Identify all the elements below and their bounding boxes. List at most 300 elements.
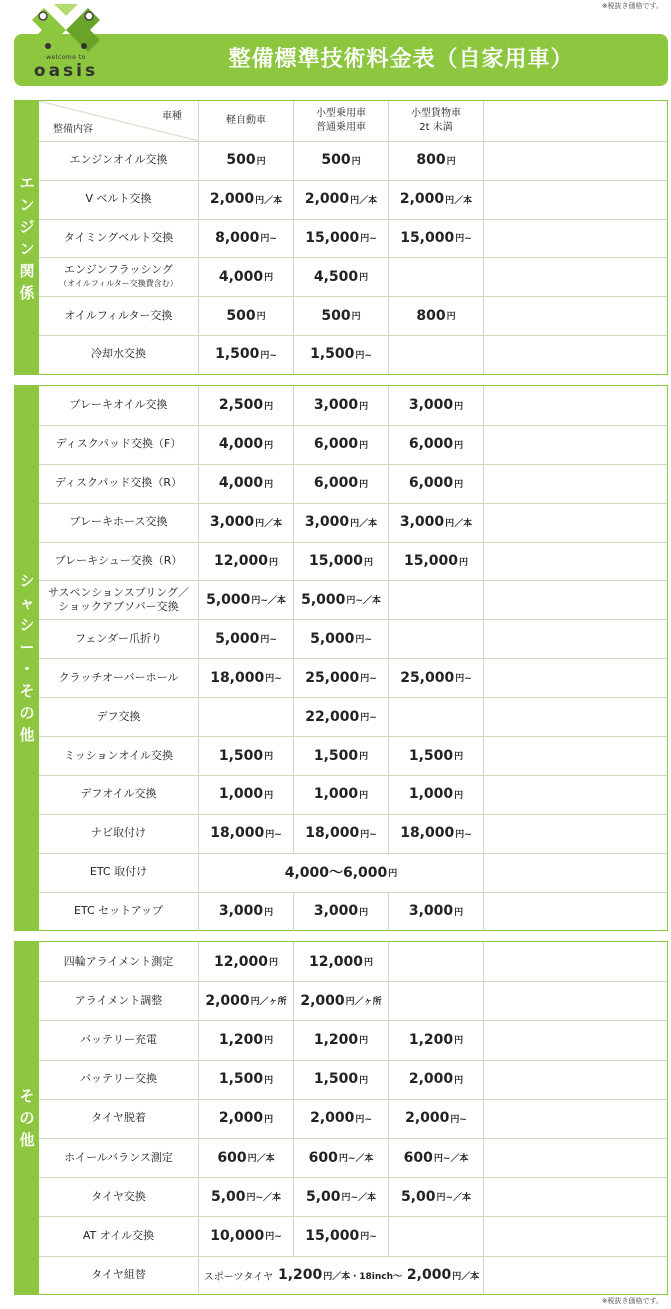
price-cell — [199, 658, 294, 697]
section-label-char: の — [19, 1109, 35, 1127]
price-cell — [199, 1177, 294, 1216]
service-item-label: V ベルト交換 — [85, 192, 152, 206]
service-item — [39, 892, 199, 931]
service-item-label: タイヤ組替 — [91, 1268, 146, 1282]
price-cell — [199, 1099, 294, 1138]
header-col-cargo: 小型貨物車 2t 未満 — [389, 101, 484, 141]
price-unit: 円 — [351, 156, 361, 167]
price-value: 18,000 — [305, 825, 360, 842]
service-item — [39, 542, 199, 581]
price-cell — [294, 464, 389, 503]
price-cell — [294, 335, 389, 374]
price-value: 2,500 — [218, 397, 264, 414]
service-item — [39, 425, 199, 464]
price-cell — [389, 1099, 484, 1138]
price-cell — [389, 464, 484, 503]
header-col-passenger: 小型乗用車 普通乗用車 — [294, 101, 389, 141]
price-cell — [389, 542, 484, 581]
title-banner — [14, 34, 668, 86]
service-item — [39, 464, 199, 503]
price-cell — [199, 335, 294, 374]
table-row — [39, 257, 667, 297]
service-item — [39, 1256, 199, 1295]
price-cell — [199, 425, 294, 464]
price-value: 18,000 — [210, 825, 265, 842]
price-cell — [294, 425, 389, 464]
service-item — [39, 1060, 199, 1099]
price-cell — [199, 619, 294, 658]
price-unit: 円 — [388, 868, 398, 879]
price-cell — [294, 542, 389, 581]
price-value: 1,200 — [313, 1031, 359, 1048]
service-item — [39, 658, 199, 697]
blank-cell — [484, 619, 667, 658]
service-item — [39, 1216, 199, 1255]
table-row — [39, 853, 667, 893]
price-value: 3,000 — [313, 397, 359, 414]
table-row — [39, 775, 667, 815]
price-cell — [389, 581, 484, 620]
price-unit: 円／本 — [445, 195, 473, 206]
price-cell — [389, 1060, 484, 1099]
price-unit: 円~ — [455, 234, 472, 245]
blank-cell — [484, 1099, 667, 1138]
price-value: 800 — [416, 307, 446, 324]
table-row — [39, 141, 667, 181]
price-unit: 円~ — [455, 674, 472, 685]
blank-cell — [484, 581, 667, 620]
service-item-label: ナビ取付け — [91, 826, 146, 840]
price-value: 15,000 — [305, 229, 360, 246]
tax-note-bottom: ※税抜き価格です。 — [601, 1297, 663, 1305]
price-unit: 円 — [264, 1114, 274, 1125]
price-unit: 円~ — [450, 1114, 467, 1125]
price-unit: 円 — [269, 557, 279, 568]
price-unit: 円 — [446, 312, 456, 323]
price-value: 2,000 — [209, 191, 255, 208]
price-unit: 円／本 — [350, 518, 378, 529]
price-cell — [199, 1216, 294, 1255]
price-value: 6,000 — [408, 475, 454, 492]
price-cell — [389, 942, 484, 981]
section-label-char: ン — [19, 239, 35, 258]
price-unit: 円 — [351, 312, 361, 323]
table-row — [39, 581, 667, 621]
price-value: 3,000 — [313, 903, 359, 920]
price-value: 800 — [416, 152, 446, 169]
price-value: 4,000 — [218, 436, 264, 453]
table-row — [39, 180, 667, 220]
price-value: 3,000 — [408, 903, 454, 920]
table-row — [39, 892, 667, 931]
price-unit: 円~ — [355, 635, 372, 646]
table-row — [39, 1256, 667, 1295]
price-value: 5,000 — [215, 630, 260, 647]
price-value: 1,500 — [218, 1071, 264, 1088]
table-row — [39, 697, 667, 737]
price-unit: 円~ — [360, 674, 377, 685]
section-label-engine — [15, 101, 39, 374]
price-cell — [294, 814, 389, 853]
price-value: 1,200 — [277, 1267, 323, 1284]
price-value: 600 — [403, 1149, 433, 1166]
price-range-cell — [199, 853, 484, 892]
price-cell — [389, 1020, 484, 1059]
table-row — [39, 425, 667, 465]
price-cell — [199, 981, 294, 1020]
service-item-label: ブレーキホース交換 — [69, 515, 168, 529]
header-col-kei: 軽自動車 — [199, 101, 294, 141]
price-unit: 円~ — [355, 1114, 372, 1125]
price-cell — [294, 736, 389, 775]
price-value: 600 — [217, 1149, 247, 1166]
price-value: 1,500 — [408, 747, 454, 764]
service-item — [39, 697, 199, 736]
service-item — [39, 814, 199, 853]
section-label-char: 他 — [19, 1131, 35, 1149]
price-value: 2,000 — [405, 1110, 450, 1127]
price-unit: 円 — [454, 907, 464, 918]
service-item-label: エンジンフラッシング — [64, 262, 173, 276]
price-value: 500 — [321, 307, 351, 324]
price-unit: 円 — [364, 958, 374, 969]
service-item-label: エンジンオイル交換 — [69, 153, 168, 167]
section-label-char: ン — [19, 195, 35, 214]
price-cell — [389, 981, 484, 1020]
price-cell — [199, 180, 294, 219]
section-label-char: エ — [19, 173, 35, 192]
price-value: 6,000 — [313, 436, 359, 453]
price-unit: 円 — [264, 1075, 274, 1086]
logo-welcome-text: welcome to — [46, 54, 86, 61]
price-value: 15,000 — [403, 553, 458, 570]
price-unit: 円 — [359, 752, 369, 763]
service-item — [39, 1177, 199, 1216]
price-unit: 円~ — [260, 234, 277, 245]
price-cell — [199, 257, 294, 296]
service-item — [39, 736, 199, 775]
price-unit: 円~ — [360, 713, 377, 724]
price-cell — [199, 141, 294, 180]
price-value: 4,000 — [218, 268, 264, 285]
price-value: 6,000 — [408, 436, 454, 453]
price-value: 4,000〜6,000 — [284, 865, 388, 882]
price-value: 1,000 — [218, 786, 264, 803]
service-item — [39, 296, 199, 335]
table-row — [39, 503, 667, 543]
price-value: 2,000 — [399, 191, 445, 208]
blank-cell — [484, 775, 667, 814]
price-unit: 円 — [264, 907, 274, 918]
price-unit: 円／本 — [247, 1154, 275, 1165]
price-unit: 円~／本 — [338, 1154, 374, 1165]
price-unit: 円 — [454, 440, 464, 451]
price-value: 2,000 — [408, 1071, 454, 1088]
price-cell — [294, 1060, 389, 1099]
price-unit: 円／本 — [255, 518, 283, 529]
service-item — [39, 335, 199, 374]
blank-cell — [484, 503, 667, 542]
price-cell — [389, 503, 484, 542]
blank-cell — [484, 736, 667, 775]
price-value: 1,500 — [313, 1071, 359, 1088]
blank-cell — [484, 1060, 667, 1099]
price-unit: 円／本 — [255, 195, 283, 206]
table-row — [39, 464, 667, 504]
table-row — [39, 219, 667, 259]
header-diagonal-cell — [39, 101, 199, 141]
service-item-label: ブレーキシュー交換（R） — [54, 554, 183, 568]
price-cell — [199, 503, 294, 542]
service-item — [39, 942, 199, 981]
price-cell — [389, 219, 484, 258]
price-value: 15,000 — [308, 553, 363, 570]
logo-wordmark: oasis — [33, 61, 99, 81]
price-cell — [294, 892, 389, 931]
table-row — [39, 814, 667, 854]
blank-cell — [484, 296, 667, 335]
service-item-label: バッテリー交換 — [80, 1072, 157, 1086]
price-value: 12,000 — [213, 953, 268, 970]
section-label-char: ャ — [19, 594, 35, 612]
price-value: 2,000 — [310, 1110, 355, 1127]
price-unit: 円 — [359, 479, 369, 490]
price-unit: 円~ — [265, 829, 282, 840]
price-value: 15,000 — [305, 1227, 360, 1244]
price-unit: 円 — [264, 752, 274, 763]
price-cell — [389, 892, 484, 931]
service-item — [39, 219, 199, 258]
service-item-label: ミッションオイル交換 — [63, 748, 173, 762]
price-value: 25,000 — [400, 669, 455, 686]
price-cell — [294, 1020, 389, 1059]
service-item — [39, 1020, 199, 1059]
price-value: 1,500 — [218, 747, 264, 764]
service-item-label: ディスクパッド交換（F） — [55, 437, 182, 451]
price-value: 12,000 — [308, 953, 363, 970]
price-cell — [294, 581, 389, 620]
service-item — [39, 619, 199, 658]
table-row — [39, 1020, 667, 1060]
price-unit: 円~／本 — [433, 1154, 469, 1165]
section-label-other — [15, 942, 39, 1294]
blank-cell — [484, 425, 667, 464]
price-value: 1,500 — [310, 346, 355, 363]
price-value: 15,000 — [400, 229, 455, 246]
price-unit: 円 — [264, 790, 274, 801]
service-item-label: アライメント調整 — [74, 993, 163, 1007]
service-item-label: クラッチオーバーホール — [58, 670, 179, 684]
price-unit: 円／本 — [452, 1271, 480, 1282]
price-unit: 円 — [359, 1036, 369, 1047]
section-label-char: ジ — [19, 217, 35, 236]
price-value: 2,000 — [300, 992, 345, 1009]
service-item-label: デフ交換 — [96, 709, 141, 723]
price-unit: 円 — [364, 557, 374, 568]
price-cell — [199, 1138, 294, 1177]
price-value: 18,000 — [400, 825, 455, 842]
price-unit: 円 — [359, 790, 369, 801]
price-value: 1,200 — [218, 1031, 264, 1048]
price-value: 2,000 — [205, 992, 250, 1009]
price-cell — [389, 736, 484, 775]
price-cell — [389, 425, 484, 464]
service-item-label: タイヤ交換 — [91, 1189, 146, 1203]
price-cell — [389, 775, 484, 814]
price-value: 4,000 — [218, 475, 264, 492]
header-item-label: 整備内容 — [53, 124, 93, 135]
price-unit: 円~ — [355, 350, 372, 361]
blank-cell — [484, 1177, 667, 1216]
service-item-label: ホイールバランス測定 — [64, 1150, 173, 1164]
table-row — [39, 542, 667, 582]
table-row — [39, 1060, 667, 1100]
logo-mark-icon — [26, 4, 106, 56]
service-item — [39, 1099, 199, 1138]
price-cell — [199, 775, 294, 814]
price-cell — [199, 814, 294, 853]
price-value: 3,000 — [209, 514, 255, 531]
blank-cell — [484, 219, 667, 258]
price-cell — [199, 581, 294, 620]
section-label-char: シ — [19, 616, 35, 634]
price-value: 3,000 — [408, 397, 454, 414]
price-cell — [389, 814, 484, 853]
price-cell — [294, 257, 389, 296]
price-unit: 円~／本 — [251, 596, 286, 607]
price-unit: 円／本 — [445, 518, 473, 529]
price-cell — [294, 658, 389, 697]
blank-cell — [484, 892, 667, 931]
blank-cell — [484, 335, 667, 374]
price-value: 500 — [226, 152, 256, 169]
price-value: 5,00 — [400, 1188, 436, 1205]
service-item — [39, 1138, 199, 1177]
price-value: 8,000 — [215, 229, 260, 246]
table-row — [39, 981, 667, 1021]
service-item-label: ETC セットアップ — [73, 904, 164, 918]
price-cell — [199, 1020, 294, 1059]
blank-cell — [484, 542, 667, 581]
section-label-char: 関 — [19, 261, 35, 280]
price-cell — [294, 503, 389, 542]
price-cell — [389, 658, 484, 697]
section-label-char: シ — [19, 572, 35, 590]
service-item — [39, 581, 199, 620]
price-cell — [294, 1177, 389, 1216]
price-cell — [294, 981, 389, 1020]
blank-cell — [484, 180, 667, 219]
price-unit: 円~ — [260, 350, 277, 361]
service-item — [39, 853, 199, 892]
price-unit: 円~ — [260, 635, 277, 646]
service-item-label: デフオイル交換 — [80, 787, 157, 801]
price-cell — [294, 1138, 389, 1177]
blank-cell — [484, 1216, 667, 1255]
price-unit: 円 — [454, 752, 464, 763]
blank-cell — [484, 814, 667, 853]
price-unit: 円 — [359, 1075, 369, 1086]
price-unit: 円／ヶ所 — [345, 997, 382, 1008]
price-unit: 円 — [264, 1036, 274, 1047]
price-cell — [199, 296, 294, 335]
price-unit: 円 — [454, 790, 464, 801]
price-unit: 円~ — [265, 1232, 282, 1243]
price-unit: 円~ — [360, 234, 377, 245]
price-unit: 円 — [446, 156, 456, 167]
price-value: 2,000 — [304, 191, 350, 208]
price-unit: 円~／本 — [346, 596, 381, 607]
price-cell — [389, 335, 484, 374]
service-item-label: フェンダー爪折り — [74, 631, 162, 645]
section-label-char: そ — [19, 682, 35, 700]
blank-cell — [484, 1256, 667, 1295]
price-value: 1,500 — [215, 346, 260, 363]
price-cell — [389, 697, 484, 736]
blank-cell — [484, 658, 667, 697]
price-value: 2,000 — [218, 1110, 264, 1127]
price-value: 1,000 — [313, 786, 359, 803]
price-unit: 円 — [454, 1075, 464, 1086]
price-value: 600 — [308, 1149, 338, 1166]
section-other — [14, 941, 668, 1295]
price-cell — [389, 180, 484, 219]
price-unit: 円 — [359, 273, 369, 284]
table-row — [39, 335, 667, 374]
sport-tire-price-cell — [199, 1256, 484, 1295]
price-value: 10,000 — [210, 1227, 265, 1244]
price-cell — [294, 697, 389, 736]
price-cell — [389, 386, 484, 425]
price-value: 5,000 — [310, 630, 355, 647]
price-cell — [294, 775, 389, 814]
price-cell — [199, 736, 294, 775]
price-unit: 円 — [264, 440, 274, 451]
price-unit: 円／ヶ所 — [250, 997, 287, 1008]
header-vehicle-label: 車種 — [162, 111, 182, 122]
table-row — [39, 1138, 667, 1178]
price-cell — [199, 464, 294, 503]
price-unit: 円 — [359, 440, 369, 451]
price-cell — [199, 697, 294, 736]
price-cell — [199, 542, 294, 581]
price-cell — [294, 942, 389, 981]
price-cell — [389, 1216, 484, 1255]
service-item-label: 冷却水交換 — [91, 347, 146, 361]
price-unit: 円 — [454, 1036, 464, 1047]
price-value: 500 — [226, 307, 256, 324]
table-row — [39, 942, 667, 982]
price-unit: 円 — [264, 273, 274, 284]
blank-cell — [484, 1138, 667, 1177]
price-cell — [199, 942, 294, 981]
price-value: 2,000 — [406, 1267, 452, 1284]
price-value: 25,000 — [305, 669, 360, 686]
price-value: 4,500 — [313, 268, 359, 285]
price-unit: 円／本・18inch〜 — [323, 1271, 403, 1282]
service-item-label: 四輪アライメント測定 — [63, 954, 174, 968]
service-item-label: バッテリー充電 — [80, 1032, 157, 1046]
table-row — [39, 658, 667, 698]
service-item-label: オイルフィルター交換 — [64, 308, 173, 322]
price-unit: 円 — [264, 479, 274, 490]
price-value: 12,000 — [213, 553, 268, 570]
price-value: 3,000 — [399, 514, 445, 531]
table-row — [39, 1216, 667, 1256]
price-unit: 円 — [359, 401, 369, 412]
price-unit: 円 — [256, 156, 266, 167]
section-label-char: の — [19, 704, 35, 722]
